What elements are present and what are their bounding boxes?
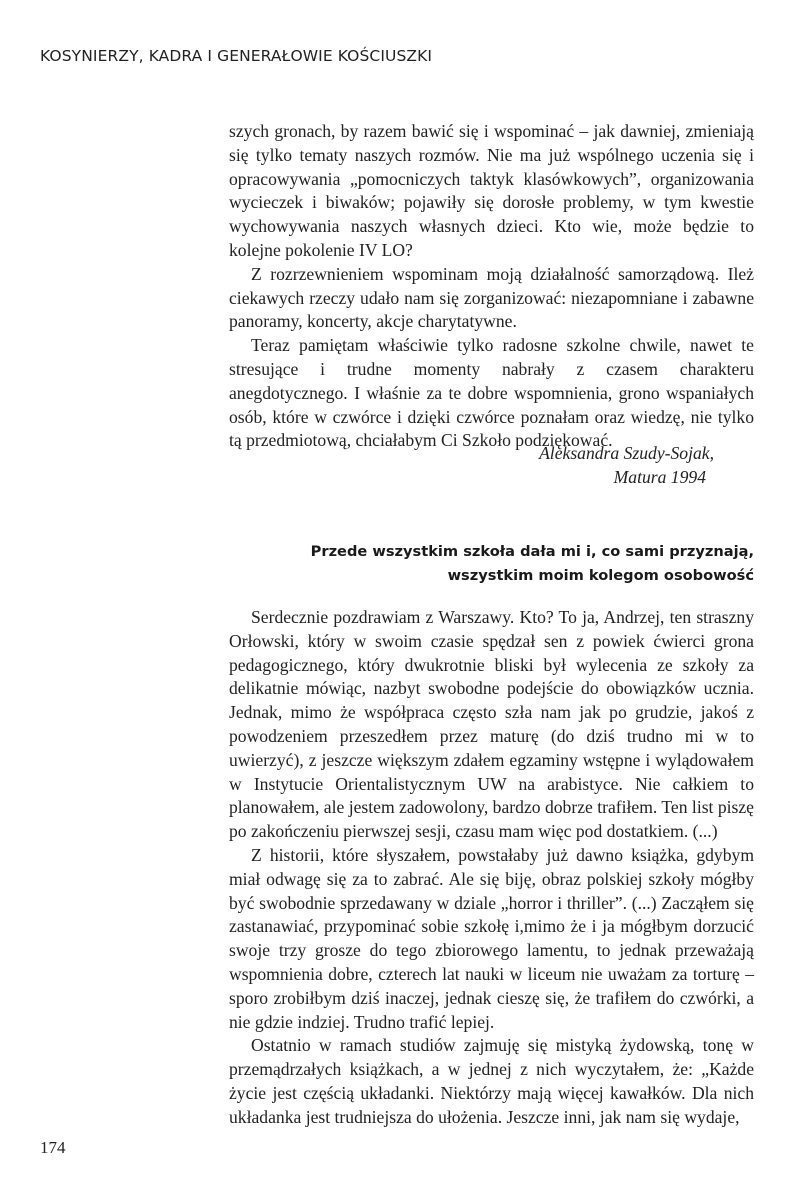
paragraph: Z historii, które słyszałem, powstałaby już dawno książka, gdybym miał odwagę się za to zabrać. Ale się biję, obraz polskiej szkoły mógłby być swobodnie sprzedawany w dziale „horror i thriller”. (...) Zacząłem się zastanawiać, przypominać sobie szkołę i,mimo że i ja mógłbym dorzucić swoje trzy grosze do tego zbiorowego lamentu, to jednak przeważają wspomnienia dobre, czterech lat nauki w liceum nie uważam za torturę – sporo zrobiłbym dziś inaczej, jednak cieszę się, że trafiłem do czwórki, a nie gdzie indziej. Trudno trafić lepiej. — [229, 844, 754, 1032]
running-header: KOSYNIERZY, KADRA I GENERAŁOWIE KOŚCIUSZKI — [40, 47, 433, 65]
section-heading-line: wszystkim moim kolegom osobowość — [447, 567, 754, 584]
paragraph: Z rozrzewnieniem wspominam moją działalność samorządową. Ileż ciekawych rzeczy udało nam się zorganizować: niezapomniane i zabawne panoramy, koncerty, akcje charytatywne. — [229, 263, 754, 332]
section-heading — [229, 540, 754, 588]
letter-1-body — [229, 120, 754, 453]
paragraph: szych gronach, by razem bawić się i wspominać – jak dawniej, zmieniają się tylko tematy naszych rozmów. Nie ma już wspólnego uczenia się i opracowywania „pomocniczych taktyk klasówkowych”, organizowania wycieczek i biwaków; pojawiły się dorosłe problemy, w tym kwestie wychowywania naszych własnych dzieci. Kto wie, może będzie to kolejne pokolenie IV LO? — [229, 121, 754, 260]
section-heading-line: Przede wszystkim szkoła dała mi i, co sami przyznają, — [310, 543, 754, 560]
paragraph: Serdecznie pozdrawiam z Warszawy. Kto? To ja, Andrzej, ten straszny Orłowski, który w swoim czasie spędzał sen z powiek ćwierci grona pedagogicznego, który dwukrotnie bliski był wylecenia ze szkoły za delikatnie mówiąc, nazbyt swobodne podejście do obowiązków ucznia. Jednak, mimo że współpraca często szła nam jak po grudzie, jakoś z powodzeniem przeszedłem przez maturę (do dziś trudno mi w to uwierzyć), z jeszcze większym zdałem egzaminy wstępne i wylądowałem w Instytucie Orientalistycznym UW na arabistyce. Nie całkiem to planowałem, ale jestem zadowolony, bardzo dobrze trafiłem. Ten list piszę po zakończeniu pierwszej sesji, czasu mam więc pod dostatkiem. (...) — [229, 607, 754, 842]
paragraph: Teraz pamiętam właściwie tylko radosne szkolne chwile, nawet te stresujące i trudne momenty nabrały z czasem charakteru anegdotycznego. I właśnie za te dobre wspomnienia, grono wspaniałych osób, które w czwórce i dzięki czwórce poznałam oraz wiedzę, nie tylko tą przedmiotową, chciałabym Ci Szkoło podziękować. — [229, 335, 754, 451]
page-number: 174 — [40, 1138, 66, 1157]
letter-2-body — [229, 606, 754, 1130]
signature-name: Aleksandra Szudy-Sojak, — [539, 443, 714, 463]
signature-year: Matura 1994 — [613, 467, 706, 487]
signature — [229, 441, 714, 489]
paragraph: Ostatnio w ramach studiów zajmuję się mistyką żydowską, tonę w przemądrzałych książkach, a w jednej z nich wyczytałem, że: „Każde życie jest częścią układanki. Niektórzy mają więcej kawałków. Dla nich układanka jest trudniejsza do ułożenia. Jeszcze inni, jak nam się wydaje, — [229, 1035, 754, 1127]
